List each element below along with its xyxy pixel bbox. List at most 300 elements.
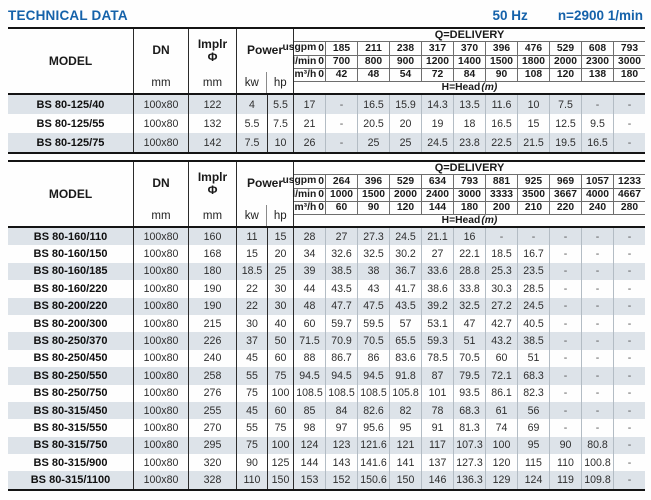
impeller-diameter-cell: 255 [189, 402, 237, 419]
flow-value: 396 [357, 175, 389, 187]
frequency-label: 50 Hz [492, 8, 528, 23]
head-value-cell: 59.5 [357, 315, 389, 332]
impeller-diameter-cell: 160 [189, 228, 237, 245]
flow-value: 881 [485, 175, 517, 187]
dn-cell: 100x80 [134, 332, 189, 349]
head-value-cell: - [549, 315, 581, 332]
head-value-cell: 95 [517, 437, 549, 454]
head-value-cell: - [549, 332, 581, 349]
flow-value: 700 [325, 56, 357, 68]
table-row [8, 95, 645, 114]
flow-value: 264 [325, 175, 357, 187]
model-cell: BS 80-250/450 [8, 350, 134, 367]
head-value-cell: 28 [303, 230, 316, 243]
flow-value: 396 [485, 42, 517, 54]
head-value-cell: 101 [421, 385, 453, 402]
impeller-diameter-cell: 132 [189, 114, 237, 133]
head-value-cell: 144 [300, 456, 319, 469]
power-hp-cell: 10 [268, 133, 294, 152]
head-value-cell: 19.5 [549, 133, 581, 152]
head-value-cell: - [613, 280, 645, 297]
flow-value: 3667 [549, 189, 581, 201]
table-row [8, 228, 645, 245]
power-hp-cell: 7.5 [268, 114, 294, 133]
flow-value: 925 [517, 175, 549, 187]
head-value-cell: - [581, 350, 613, 367]
model-cell: BS 80-315/900 [8, 454, 134, 471]
head-value-cell: 60 [303, 317, 316, 330]
head-value-cell: 121.6 [357, 437, 389, 454]
head-value-cell: 26 [303, 136, 316, 149]
head-value-cell: 121 [389, 437, 421, 454]
flow-value: 138 [581, 69, 613, 81]
flow-value: 90 [357, 202, 389, 214]
power-kw-cell: 110 [237, 471, 268, 488]
table-header [8, 162, 645, 228]
head-value-cell: - [549, 385, 581, 402]
head-value-cell: 21 [303, 117, 316, 130]
model-column-header [8, 162, 134, 226]
flow-unit-cell [282, 42, 325, 54]
power-kw-cell: 75 [237, 437, 268, 454]
model-cell: BS 80-315/450 [8, 402, 134, 419]
model-cell: BS 80-315/550 [8, 419, 134, 436]
flow-unit-cell [294, 69, 325, 81]
model-cell: BS 80-160/110 [8, 228, 134, 245]
head-value-cell: 127.3 [453, 454, 485, 471]
table-row [8, 350, 645, 367]
power-hp-cell: 40 [268, 315, 294, 332]
model-cell: BS 80-125/75 [8, 133, 134, 152]
delivery-header-block [282, 29, 645, 93]
flow-value: 1233 [613, 175, 645, 187]
power-kw-cell: 75 [237, 385, 268, 402]
dn-cell: 100x80 [134, 385, 189, 402]
head-value-cell: 61 [485, 402, 517, 419]
head-value-cell: - [613, 228, 645, 245]
head-value-cell: 28.5 [517, 280, 549, 297]
head-value-cell: 107.3 [453, 437, 485, 454]
head-value-cell: 32.6 [325, 245, 357, 262]
q-delivery-label: Q=DELIVERY [434, 162, 505, 175]
kw-unit-label: kw [237, 205, 267, 226]
head-value-cell: 80.8 [581, 437, 613, 454]
head-value-cell: 109.8 [581, 471, 613, 488]
speed-label: n=2900 1/min [557, 8, 643, 23]
flow-unit-label: l/min [292, 188, 317, 200]
impeller-diameter-cell: 320 [189, 454, 237, 471]
head-value-cell: - [613, 419, 645, 436]
flow-value: 240 [581, 202, 613, 214]
power-label: Power [246, 176, 283, 190]
head-value-cell: 79.5 [453, 367, 485, 384]
head-value-cell: 86.7 [325, 350, 357, 367]
head-value-cell: 20.5 [357, 114, 389, 133]
table-row [8, 419, 645, 436]
head-value-cell: 24.5 [421, 133, 453, 152]
model-label: MODEL [48, 53, 93, 68]
impeller-diameter-cell: 270 [189, 419, 237, 436]
flow-value: 4667 [613, 189, 645, 201]
power-kw-cell: 22 [237, 280, 268, 297]
flow-zero-value: 0 [318, 175, 324, 187]
head-value-cell: 124 [300, 439, 319, 452]
head-value-cell: 19 [421, 114, 453, 133]
head-value-cell: 98 [303, 421, 316, 434]
head-value-cell: 41.7 [389, 280, 421, 297]
head-value-cell: 120 [485, 454, 517, 471]
implr-label: Implr [197, 169, 228, 184]
head-value-cell: 59.3 [421, 332, 453, 349]
head-value-cell: - [613, 385, 645, 402]
head-value-cell: 57 [389, 315, 421, 332]
head-value-cell: 28.8 [453, 263, 485, 280]
power-kw-cell: 15 [237, 245, 268, 262]
head-value-cell: 90 [549, 437, 581, 454]
head-value-cell: 18 [453, 114, 485, 133]
flow-value: 180 [453, 202, 485, 214]
implr-unit-label: mm [202, 76, 223, 89]
h-head-unit: (m) [481, 215, 498, 226]
dn-unit-label: mm [151, 76, 171, 89]
head-value-cell: 27.3 [357, 228, 389, 245]
implr-label: Implr [197, 36, 228, 51]
dn-cell: 100x80 [134, 437, 189, 454]
flow-value: 42 [325, 69, 357, 81]
flow-value: 108 [517, 69, 549, 81]
head-value-cell: - [581, 280, 613, 297]
q-delivery-label: Q=DELIVERY [434, 29, 505, 42]
hp-unit-label: hp [273, 76, 287, 89]
head-value-cell: - [613, 298, 645, 315]
dn-cell: 100x80 [134, 350, 189, 367]
head-value-cell: 21.1 [421, 228, 453, 245]
impeller-diameter-cell: 226 [189, 332, 237, 349]
dn-cell: 100x80 [134, 95, 189, 114]
dn-cell: 100x80 [134, 228, 189, 245]
head-value-cell: - [581, 263, 613, 280]
dn-label: DN [152, 43, 170, 57]
flow-value: 60 [325, 202, 357, 214]
flow-value: 90 [485, 69, 517, 81]
head-value-cell: - [325, 114, 357, 133]
power-kw-cell: 22 [237, 298, 268, 315]
head-value-cell: - [581, 298, 613, 315]
head-value-cell: 15 [517, 114, 549, 133]
head-value-cell: 24.5 [517, 298, 549, 315]
head-value-cell: 10 [517, 95, 549, 114]
head-value-cell: 53.1 [421, 315, 453, 332]
head-value-cell: 94.5 [357, 367, 389, 384]
flow-value: 2400 [421, 189, 453, 201]
flow-value: 969 [549, 175, 581, 187]
flow-value: 200 [485, 202, 517, 214]
head-value-cell: - [613, 437, 645, 454]
head-value-cell: 124 [517, 471, 549, 488]
head-value-cell: 152 [325, 471, 357, 488]
head-value-cell: 7.5 [549, 95, 581, 114]
flow-value: 3333 [485, 189, 517, 201]
head-value-cell: 47.5 [357, 298, 389, 315]
model-label: MODEL [48, 186, 93, 201]
head-value-cell: - [581, 385, 613, 402]
head-value-cell: 95.6 [357, 419, 389, 436]
impeller-diameter-cell: 180 [189, 263, 237, 280]
head-value-cell: 119 [549, 471, 581, 488]
flow-unit-label: m³/h [294, 201, 317, 213]
head-value-cell: 72.1 [485, 367, 517, 384]
flow-value: 2000 [389, 189, 421, 201]
head-value-cell: 27.2 [485, 298, 517, 315]
impeller-diameter-cell: 142 [189, 133, 237, 152]
head-value-cell: - [581, 315, 613, 332]
head-value-cell: 27 [421, 245, 453, 262]
flow-zero-value: 0 [318, 69, 324, 81]
head-value-cell: - [325, 95, 357, 114]
model-cell: BS 80-200/300 [8, 315, 134, 332]
head-value-cell: 43.5 [325, 280, 357, 297]
dn-column-header [134, 162, 189, 226]
head-value-cell: 129 [485, 471, 517, 488]
power-kw-cell: 45 [237, 350, 268, 367]
power-hp-cell: 60 [268, 402, 294, 419]
flow-unit-cell [294, 202, 325, 214]
flow-value: 238 [389, 42, 421, 54]
power-hp-cell: 125 [268, 454, 294, 471]
head-value-cell: 33.8 [453, 280, 485, 297]
head-value-cell: 25.3 [485, 263, 517, 280]
head-value-cell: 108.5 [325, 385, 357, 402]
power-hp-cell: 20 [268, 245, 294, 262]
dn-unit-label: mm [151, 209, 171, 222]
implr-unit-label: mm [202, 209, 223, 222]
impeller-diameter-cell: 328 [189, 471, 237, 488]
flow-unit-label: us gpm [282, 42, 317, 54]
power-kw-cell: 7.5 [237, 133, 268, 152]
impeller-diameter-cell: 295 [189, 437, 237, 454]
flow-value: 900 [389, 56, 421, 68]
flow-value: 793 [613, 42, 645, 54]
head-value-cell: 16.5 [357, 95, 389, 114]
power-hp-cell: 50 [268, 332, 294, 349]
flow-value: 2000 [549, 56, 581, 68]
head-value-cell: 51 [517, 350, 549, 367]
dn-cell: 100x80 [134, 454, 189, 471]
flow-value: 1500 [357, 189, 389, 201]
head-value-cell: 82.6 [357, 402, 389, 419]
flow-value: 2300 [581, 56, 613, 68]
flow-zero-value: 0 [318, 202, 324, 214]
head-value-cell: - [549, 402, 581, 419]
head-value-cell: 153 [300, 474, 319, 487]
head-value-cell: 22.5 [485, 133, 517, 152]
table-row [8, 454, 645, 471]
flow-value: 1000 [325, 189, 357, 201]
header-bar [0, 0, 651, 27]
head-value-cell: 78 [421, 402, 453, 419]
head-value-cell: 22.1 [453, 245, 485, 262]
head-value-cell: 100.8 [581, 454, 613, 471]
dn-cell: 100x80 [134, 245, 189, 262]
head-value-cell: 146 [421, 471, 453, 488]
flow-zero-value: 0 [318, 56, 324, 68]
head-value-cell: 108.5 [357, 385, 389, 402]
dn-label: DN [152, 176, 170, 190]
flow-zero-value: 0 [318, 189, 324, 201]
head-value-cell: - [613, 263, 645, 280]
flow-value: 800 [357, 56, 389, 68]
flow-unit-cell [282, 175, 325, 187]
h-head-label: H=Head [441, 82, 481, 93]
dn-cell: 100x80 [134, 471, 189, 488]
power-hp-cell: 75 [268, 367, 294, 384]
flow-value: 3000 [613, 56, 645, 68]
flow-row-m3h [294, 68, 645, 81]
model-cell: BS 80-250/370 [8, 332, 134, 349]
power-hp-cell: 30 [268, 280, 294, 297]
power-hp-cell: 150 [268, 471, 294, 488]
flow-value: 1400 [453, 56, 485, 68]
flow-value: 317 [421, 42, 453, 54]
flow-unit-label: l/min [292, 55, 317, 67]
head-value-cell: 70.5 [357, 332, 389, 349]
head-value-cell: 25 [389, 133, 421, 152]
head-value-cell: - [581, 228, 613, 245]
flow-unit-cell [294, 56, 325, 68]
head-value-cell: 43.5 [389, 298, 421, 315]
head-value-cell: - [581, 245, 613, 262]
flow-value: 1057 [581, 175, 613, 187]
power-hp-cell: 60 [268, 350, 294, 367]
model-column-header [8, 29, 134, 93]
head-value-cell: 83.6 [389, 350, 421, 367]
head-value-cell: 9.5 [581, 114, 613, 133]
flow-unit-cell [294, 189, 325, 201]
h-head-label-row [294, 81, 645, 93]
impeller-column-header [189, 29, 237, 93]
head-value-cell: - [613, 471, 645, 488]
power-kw-cell: 30 [237, 315, 268, 332]
head-value-cell: 84 [325, 402, 357, 419]
head-value-cell: 110 [549, 454, 581, 471]
flow-value: 210 [517, 202, 549, 214]
table-row [8, 367, 645, 384]
head-value-cell: 20 [389, 114, 421, 133]
head-value-cell: 32.5 [357, 245, 389, 262]
head-value-cell: 21.5 [517, 133, 549, 152]
head-value-cell: - [581, 402, 613, 419]
power-kw-cell: 37 [237, 332, 268, 349]
table-row [8, 471, 645, 488]
flow-value: 120 [549, 69, 581, 81]
head-value-cell: 14.3 [421, 95, 453, 114]
table-row [8, 332, 645, 349]
head-value-cell: 47 [453, 315, 485, 332]
flow-value: 1800 [517, 56, 549, 68]
head-value-cell: - [613, 114, 645, 133]
head-value-cell: 39.2 [421, 298, 453, 315]
head-value-cell: - [613, 245, 645, 262]
dn-cell: 100x80 [134, 402, 189, 419]
head-value-cell: - [549, 263, 581, 280]
head-value-cell: - [549, 280, 581, 297]
h-head-label: H=Head [441, 215, 481, 226]
flow-value: 1500 [485, 56, 517, 68]
delivery-header-block [282, 162, 645, 226]
head-value-cell: - [613, 350, 645, 367]
flow-value: 280 [613, 202, 645, 214]
flow-row-lmin [294, 188, 645, 201]
flow-unit-label: m³/h [294, 68, 317, 80]
impeller-diameter-cell: 215 [189, 315, 237, 332]
head-value-cell: 117 [421, 437, 453, 454]
dn-cell: 100x80 [134, 367, 189, 384]
flow-value: 793 [453, 175, 485, 187]
head-value-cell: 105.8 [389, 385, 421, 402]
head-value-cell: 91 [421, 419, 453, 436]
head-value-cell: 141 [389, 454, 421, 471]
flow-value: 3500 [517, 189, 549, 201]
head-value-cell: 23.5 [517, 263, 549, 280]
head-value-cell: 69 [517, 419, 549, 436]
head-value-cell: 141.6 [357, 454, 389, 471]
dn-cell: 100x80 [134, 419, 189, 436]
head-value-cell: 115 [517, 454, 549, 471]
power-kw-cell: 11 [237, 228, 268, 245]
pump-table-bs80-160-315 [8, 160, 645, 491]
table-row [8, 315, 645, 332]
dn-cell: 100x80 [134, 280, 189, 297]
head-value-cell: - [613, 315, 645, 332]
head-value-cell: 59.7 [325, 315, 357, 332]
head-value-cell: 150.6 [357, 471, 389, 488]
flow-value: 608 [581, 42, 613, 54]
head-value-cell: 38 [357, 263, 389, 280]
flow-value: 180 [613, 69, 645, 81]
head-value-cell: 68.3 [517, 367, 549, 384]
flow-value: 185 [325, 42, 357, 54]
kw-unit-label: kw [237, 72, 267, 93]
impeller-diameter-cell: 168 [189, 245, 237, 262]
head-value-cell: - [581, 332, 613, 349]
h-head-unit: (m) [481, 82, 498, 93]
table-row [8, 245, 645, 262]
head-value-cell: - [549, 298, 581, 315]
flow-value: 634 [421, 175, 453, 187]
head-value-cell: 43 [357, 280, 389, 297]
power-kw-cell: 90 [237, 454, 268, 471]
head-value-cell: - [325, 133, 357, 152]
table-row [8, 298, 645, 315]
head-value-cell: 94.5 [299, 369, 320, 382]
implr-phi-symbol: Φ [207, 49, 218, 64]
flow-value: 72 [421, 69, 453, 81]
head-value-cell: 81.3 [453, 419, 485, 436]
model-cell: BS 80-125/40 [8, 95, 134, 114]
head-value-cell: - [549, 350, 581, 367]
flow-value: 4000 [581, 189, 613, 201]
flow-value: 120 [389, 202, 421, 214]
flow-row-lmin [294, 55, 645, 68]
flow-value: 476 [517, 42, 549, 54]
table-row [8, 437, 645, 454]
power-hp-cell: 100 [268, 385, 294, 402]
power-kw-cell: 55 [237, 367, 268, 384]
flow-value: 144 [421, 202, 453, 214]
dn-cell: 100x80 [134, 315, 189, 332]
head-value-cell: 88 [303, 352, 316, 365]
model-cell: BS 80-200/220 [8, 298, 134, 315]
